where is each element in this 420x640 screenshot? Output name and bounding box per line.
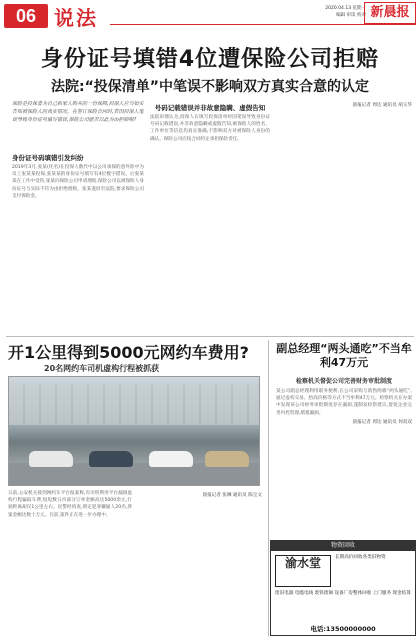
story1-section-text: 2019年3月,张某(化名)在投保人数代中以公司承保的意外险中为员工张某某投保,张某某的身份证号填写有4位数字错误。后张某某在工作中受伤,张某向保险公司申请理赔,保险公司以被保险人身份证号与实际不符为由拒绝理赔。张某遂诉至法院,要求保险公司支付保险金。 xyxy=(12,165,144,199)
photo-car xyxy=(205,451,249,467)
ad-company-name: 渝水堂 xyxy=(275,555,331,587)
photo-car xyxy=(89,451,133,467)
story1-section-heading: 号码记载错误并非故意隐瞒、虚假告知 xyxy=(154,104,266,112)
story2-headline: 开1公里得到5000元网约车费用? xyxy=(8,343,249,362)
story1-section-text: 法院审理认为,投保人在填写投保清单时因笔误导致身份证号码记载错误,并非故意隐瞒或虚假告知,被保险人的姓名、工作单位等信息均真实准确,不影响双方对被保险人身份的确认。保险公司应按合同约定承担保险责任。 xyxy=(150,115,270,142)
issue-date: 2020.04.13 星期一 xyxy=(325,6,366,11)
page-number: 06 xyxy=(4,4,48,28)
story1-column-1 xyxy=(12,150,144,332)
ad-tagline: 长期高价回收各类旧物资 xyxy=(335,555,386,560)
story1-headline: 身份证号填错4位遭保险公司拒赔 xyxy=(40,47,380,72)
ad-phone: 电话:13500000000 xyxy=(310,625,376,633)
story3-body: 某公司副总经理利用职务便利,在公司采购与销售两端“两头通吃”,通过虚构交易、抬高价格等方式不当牟利47万元。检察机关在办案中发现该公司财务审批制度存在漏洞,遂制发检察建议,督促企业完善内控管理,堵塞漏洞。 xyxy=(276,389,412,416)
photo-building xyxy=(9,385,260,425)
column-divider xyxy=(268,340,269,636)
section-divider xyxy=(6,336,414,337)
photo-car xyxy=(149,451,193,467)
story1-credit: 晨报记者 周达 通讯员 胡玉华 xyxy=(352,103,412,108)
newspaper-logo: 新晨报 xyxy=(364,2,416,24)
story1-subheadline: 法院:“投保清单”中笔误不影响双方真实合意的认定 xyxy=(51,79,369,95)
story2-photo xyxy=(8,376,260,486)
story1-lead: 保险是投保者为自己和家人购买的一份保障,投保人应当如实告知被保险人的真实情况。在签订保险合同时,若因投保人笔误导致身份证号填写错误,保险公司能否以此为由拒赔呢? xyxy=(12,101,144,123)
story3-column xyxy=(276,388,412,536)
story2-column-2 xyxy=(138,490,262,636)
story2-body: 日前,公安机关接到网约车平台报案称,有司机利用平台漏洞虚构行程骗取车费,短短数日内部分订单金额高达5000余元,行驶距离却仅1公里左右。民警经侦查,锁定犯罪嫌疑人20名,涉案金额达数十万元。目前,案件正在进一步办理中。 xyxy=(8,491,132,518)
ad-title: 物资回收 xyxy=(271,541,415,551)
story3-subheadline: 检察机关督促公司完善财务审批制度 xyxy=(295,378,392,385)
header-rule xyxy=(110,24,416,25)
ad-items: 废旧电器 电缆电线 废铁废铜 设备厂房整体回收 上门服务 现金结算 xyxy=(275,591,411,596)
page-header xyxy=(0,0,420,30)
story2-subheadline: 20名网约车司机虚构行程被抓获 xyxy=(44,364,160,373)
issue-meta xyxy=(276,5,366,19)
story2-column-1 xyxy=(8,490,132,636)
photo-car xyxy=(29,451,73,467)
story3-headline: 副总经理“两头通吃”不当牟利47万元 xyxy=(276,342,412,369)
story1-column-3 xyxy=(276,100,412,332)
recycling-ad xyxy=(270,540,416,636)
story1-column-2 xyxy=(150,100,270,332)
section-title: 说法 xyxy=(54,6,98,30)
story2-credit: 晨报记者 张琳 通讯员 陈宝文 xyxy=(202,493,262,498)
story3-credit: 晨报记者 周达 通讯员 何双双 xyxy=(352,419,412,425)
issue-editors: 编辑 审读 校对 xyxy=(336,13,366,18)
story1-section-heading: 身份证号码填错引发纠纷 xyxy=(12,154,84,162)
